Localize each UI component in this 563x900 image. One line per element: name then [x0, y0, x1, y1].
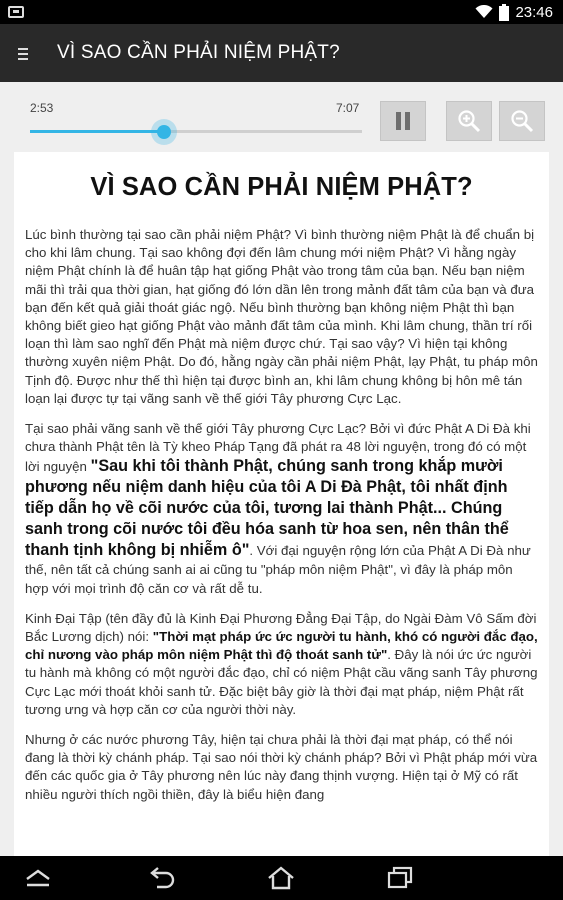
- chevron-up-icon: [24, 868, 52, 888]
- menu-up-button[interactable]: [18, 862, 58, 894]
- pause-button[interactable]: [380, 101, 426, 141]
- audio-player: [0, 82, 563, 150]
- article-paragraph: Nhưng ở các nước phương Tây, hiện tại chưa phải là thời đại mạt pháp, có thể nói đang là thời kỳ chánh pháp. Tại sao nói thời kỳ chánh pháp? Bởi vì Phật pháp mới vừa đến các quốc gia ở Tây phương nên lúc này đang thịnh vượng. Hiện tại ở Mỹ có rất nhiều người thích ngồi thiền, đây là biểu hiện đang: [25, 732, 538, 802]
- seek-bar-progress: [30, 130, 164, 133]
- status-bar: [0, 0, 563, 24]
- clock: 23:46: [515, 3, 553, 21]
- article-paragraph: Lúc bình thường tại sao cần phải niệm Phật? Vì bình thường niệm Phật là để chuẩn bị cho khi lâm chung. Tại sao không đợi đến lâm chung mới niệm Phật? Vì hằng ngày niệm Phật chính là để huân tập hạt giống Phật vào trong tâm của bạn. Nếu bạn niệm mãi thì trải qua thời gian, hạt giống đó lớn dần lên trong mảnh đất tâm của bạn và đưa bạn đến kết quả giải thoát giác ngộ. Nếu bình thường bạn không niệm Phật thì bạn không biết gieo hạt giống Phật vào mảnh đất tâm của mình. Khi lâm chung, thần trí rối loạn thì làm sao nghĩ đến Phật mà niệm được chứ. Tại sao vậy? Vì hiện tại không thường xuyên niệm Phật. Do đó, hằng ngày cần phải niệm Phật, lạy Phật, tu pháp môn Tịnh độ. Được như thế thì hiện tại được bình an, khi lâm chung không bị hôn mê tán loạn lại được tự tại vãng sanh về thế giới Tây phương Cực Lạc.: [25, 227, 538, 406]
- recent-apps-button[interactable]: [380, 862, 420, 894]
- elapsed-time: 2:53: [30, 101, 54, 115]
- battery-icon: [499, 4, 509, 21]
- back-icon: [148, 867, 176, 889]
- sutra-quote: "Thời mạt pháp ức ức người tu hành, khó có người đắc đạo, chỉ nương vào pháp môn niệm Phật thì độ thoát sanh tử": [25, 629, 538, 663]
- article-paragraph: [25, 610, 538, 719]
- notification-icon: [8, 6, 24, 18]
- seek-bar-thumb[interactable]: [151, 119, 177, 145]
- pause-icon: [395, 112, 411, 130]
- zoom-out-button[interactable]: [499, 101, 545, 141]
- paragraph-text: Tại sao phải vãng sanh về thế giới Tây phương Cực Lạc? Bởi vì đức Phật A Di Đà khi chưa thành Phật tên là Tỳ kheo Pháp Tạng đã phát ra 48 lời nguyện, trong đó có một lời nguyện: [25, 421, 531, 475]
- article-heading: VÌ SAO CẦN PHẢI NIỆM PHẬT?: [90, 173, 473, 201]
- home-icon: [267, 866, 295, 890]
- total-time: 7:07: [336, 101, 360, 115]
- wifi-icon: [475, 5, 493, 19]
- recent-apps-icon: [386, 866, 414, 890]
- menu-icon[interactable]: [18, 48, 28, 62]
- article-paragraph: [25, 420, 538, 598]
- zoom-in-button[interactable]: [446, 101, 492, 141]
- zoom-out-icon: [510, 109, 534, 133]
- home-button[interactable]: [261, 862, 301, 894]
- article[interactable]: [14, 152, 549, 856]
- paragraph-text: . Với đại nguyện rộng lớn của Phật A Di Đà như thế, nên tất cả chúng sanh ai ai cũng tu "pháp môn niệm Phật", vì đây là pháp môn hợp với mọi trình độ căn cơ và rất dễ tu.: [25, 543, 531, 596]
- vow-quote: "Sau khi tôi thành Phật, chúng sanh trong khắp mười phương nếu niệm danh hiệu của tôi A Di Đà Phật, tôi nhất định tiếp dẫn họ về cõi nước của tôi, tương lai thành Phật... Chúng sanh trong cõi nước tôi đều hóa sanh từ hoa sen, nên thân thể thanh tịnh không bị nhiễm ô": [25, 457, 509, 560]
- navigation-bar: [0, 856, 563, 900]
- seek-bar[interactable]: [30, 130, 362, 133]
- paragraph-text: Kinh Đại Tập (tên đầy đủ là Kinh Đại Phương Đẳng Đại Tập, do Ngài Đàm Vô Sấm đời Bắc Lương dịch) nói:: [25, 610, 537, 645]
- action-bar: [0, 24, 563, 82]
- page-title: VÌ SAO CẦN PHẢI NIỆM PHẬT?: [57, 42, 340, 63]
- paragraph-text: . Đây là nói ức ức người tu hành mà không có một người đắc đạo, chỉ có niệm Phật cầu vãng sanh Tây phương Cực Lạc mới thoát khỏi sanh tử. Đặc biệt bây giờ là thời đại mạt pháp, niệm Phật rất tương ưng và hợp căn cơ của người thời này.: [25, 647, 538, 717]
- zoom-in-icon: [457, 109, 481, 133]
- back-button[interactable]: [142, 862, 182, 894]
